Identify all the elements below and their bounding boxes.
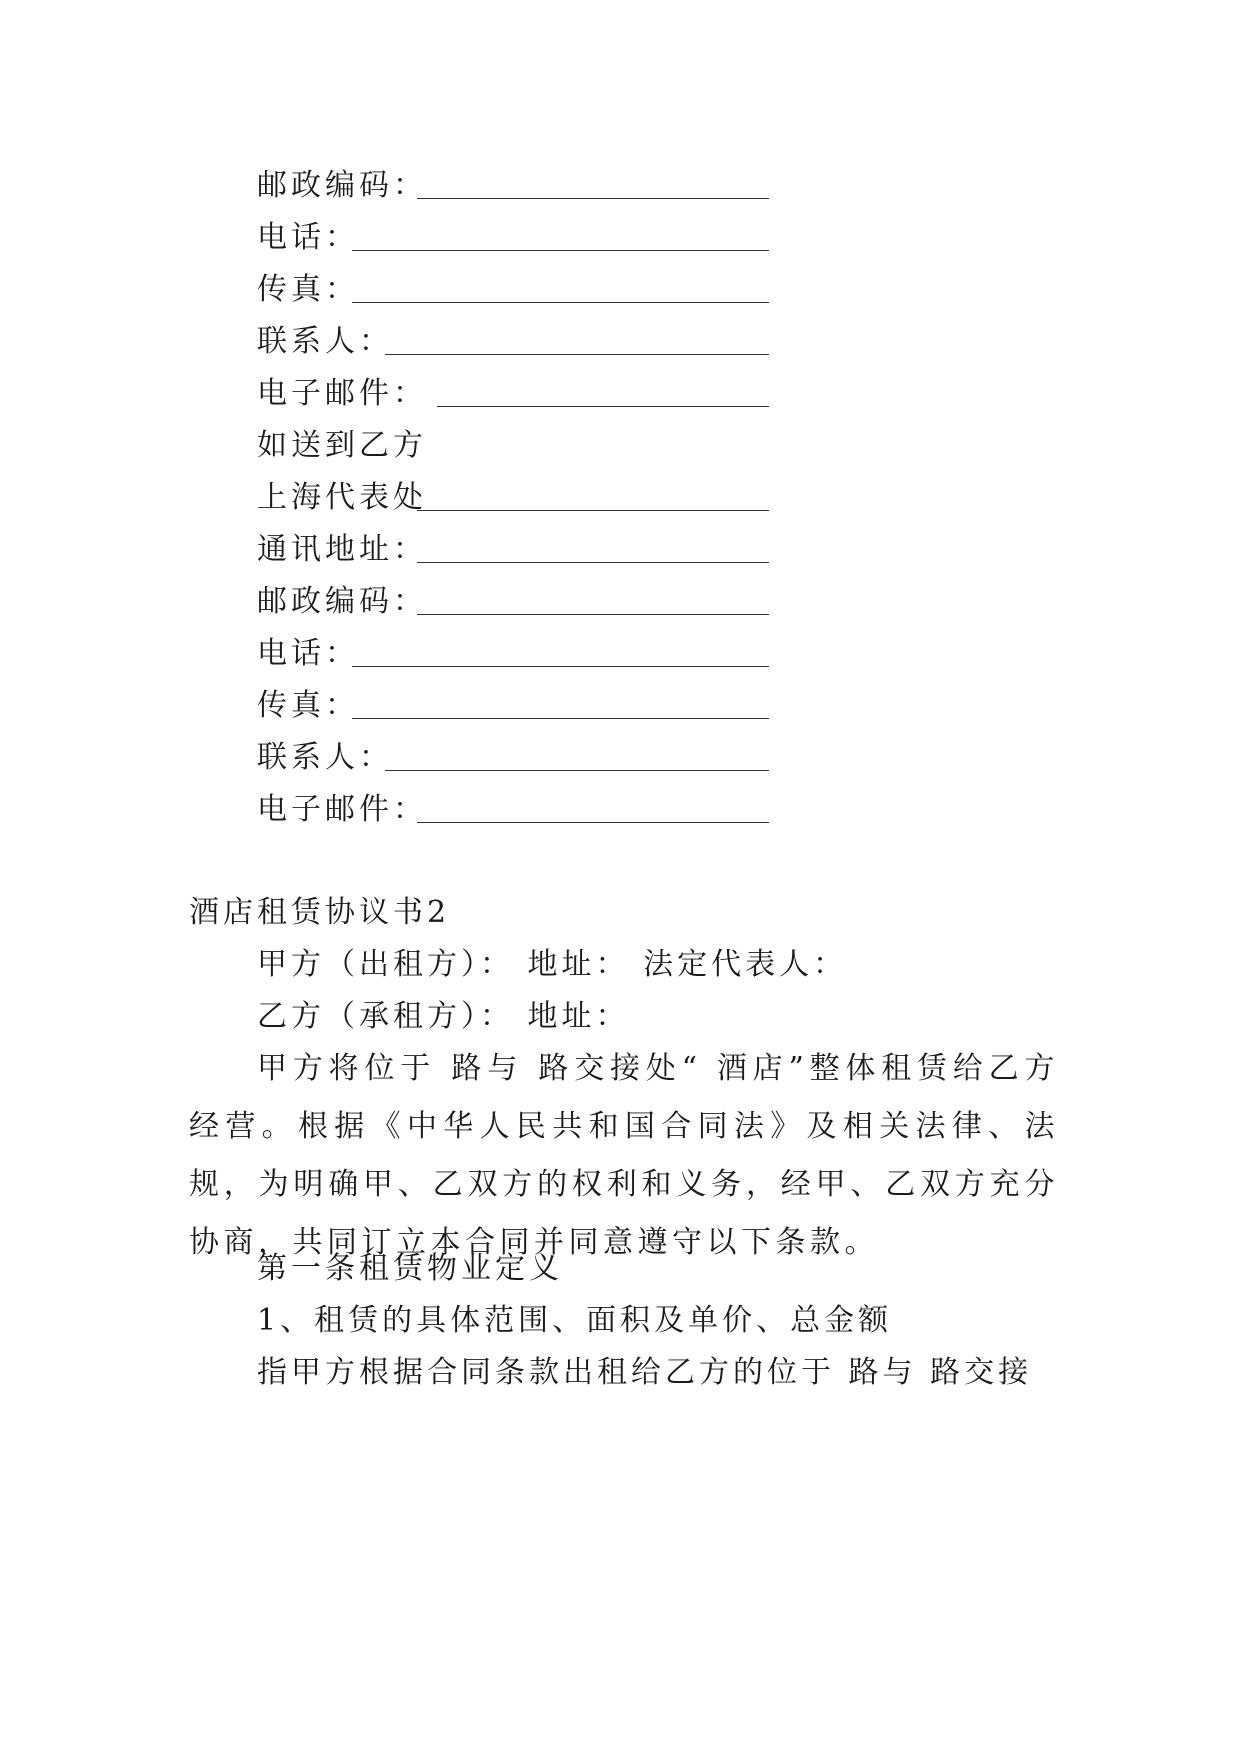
postal-code-label: 邮政编码： xyxy=(257,168,427,203)
address-label: 通讯地址： xyxy=(257,532,427,567)
email-field-1 xyxy=(257,374,427,414)
fax-label: 传真： xyxy=(257,688,359,723)
email-label: 电子邮件： xyxy=(257,376,427,411)
phone-field-2 xyxy=(257,634,359,674)
phone-field-1 xyxy=(257,218,359,258)
item-1-title: 1、租赁的具体范围、面积及单价、总金额 xyxy=(257,1303,893,1338)
phone-blank[interactable] xyxy=(352,666,769,667)
contact-person-field-2 xyxy=(257,738,393,778)
phone-blank[interactable] xyxy=(352,250,769,251)
email-field-2 xyxy=(257,790,427,830)
agreement-title: 酒店租赁协议书2 xyxy=(189,895,451,930)
postal-code-field-2 xyxy=(257,582,427,622)
party-b-intro: 如送到乙方 xyxy=(257,428,427,463)
party-a-line: 甲方（出租方）： 地址： 法定代表人： xyxy=(257,947,848,982)
phone-label: 电话： xyxy=(257,220,359,255)
office-label: 上海代表处 xyxy=(257,480,427,515)
email-blank[interactable] xyxy=(417,822,769,823)
fax-field-1 xyxy=(257,270,359,310)
postal-code-field-1 xyxy=(257,166,427,206)
contact-person-blank[interactable] xyxy=(385,354,769,355)
contact-person-blank[interactable] xyxy=(385,770,769,771)
office-blank[interactable] xyxy=(417,510,769,511)
article-1-title: 第一条租赁物业定义 xyxy=(257,1251,563,1286)
intro-paragraph: 甲方将位于 路与 路交接处“ 酒店”整体租赁给乙方经营。根据《中华人民共和国合同法》及相关法律、法规，为明确甲、乙双方的权利和义务，经甲、乙双方充分协商，共同订立本合同并同意遵守以下条款。 xyxy=(189,1051,1059,1260)
contact-person-field-1 xyxy=(257,322,393,362)
contact-person-label: 联系人： xyxy=(257,740,393,775)
fax-field-2 xyxy=(257,686,359,726)
email-blank[interactable] xyxy=(437,406,769,407)
item-1-text: 指甲方根据合同条款出租给乙方的位于 路与 路交接 xyxy=(257,1355,1033,1390)
postal-code-label: 邮政编码： xyxy=(257,584,427,619)
address-blank[interactable] xyxy=(417,562,769,563)
fax-blank[interactable] xyxy=(352,718,769,719)
postal-code-blank[interactable] xyxy=(417,198,769,199)
fax-blank[interactable] xyxy=(352,302,769,303)
email-label: 电子邮件： xyxy=(257,792,427,827)
party-b-line: 乙方（承租方）： 地址： xyxy=(257,999,630,1034)
contact-person-label: 联系人： xyxy=(257,324,393,359)
postal-code-blank[interactable] xyxy=(417,614,769,615)
address-field-2 xyxy=(257,530,427,570)
office-field-2 xyxy=(257,478,427,518)
phone-label: 电话： xyxy=(257,636,359,671)
fax-label: 传真： xyxy=(257,272,359,307)
